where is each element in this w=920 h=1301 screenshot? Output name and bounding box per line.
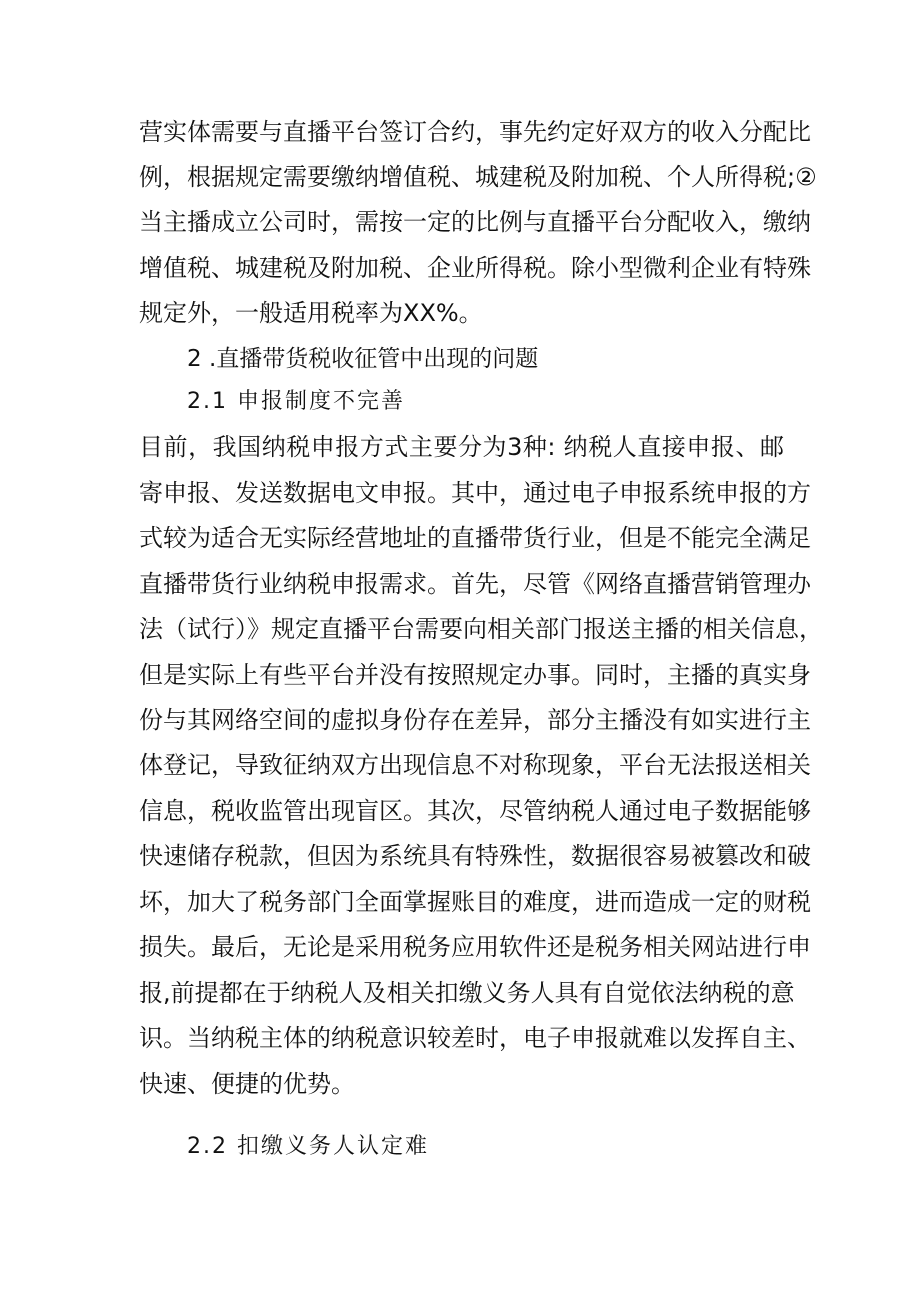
body-text-line: 坏，加大了税务部门全面掌握账目的难度，进而造成一定的财税 bbox=[139, 888, 811, 916]
body-text-line: 报,前提都在于纳税人及相关扣缴义务人具有自觉依法纳税的意 bbox=[139, 979, 795, 1007]
body-text-line: 寄申报、发送数据电文申报。其中，通过电子申报系统申报的方 bbox=[139, 479, 811, 507]
body-text-line: 例，根据规定需要缴纳增值税、城建税及附加税、个人所得税;② bbox=[139, 163, 817, 191]
body-text-line: 识。当纳税主体的纳税意识较差时，电子申报就难以发挥自主、 bbox=[139, 1024, 811, 1052]
body-text-line: 法（试行）》规定直播平台需要向相关部门报送主播的相关信息， bbox=[139, 615, 823, 643]
body-text-line: 营实体需要与直播平台签订合约，事先约定好双方的收入分配比 bbox=[139, 118, 811, 146]
body-text-line: 目前，我国纳税申报方式主要分为3种: 纳税人直接申报、邮 bbox=[139, 433, 784, 461]
body-text-line: 损失。最后，无论是采用税务应用软件还是税务相关网站进行申 bbox=[139, 933, 811, 961]
body-text-line: 份与其网络空间的虚拟身份存在差异，部分主播没有如实进行主 bbox=[139, 706, 811, 734]
body-text-line: 快速储存税款，但因为系统具有特殊性，数据很容易被篡改和破 bbox=[139, 842, 811, 870]
subsection-heading: 2.2 扣缴义务人认定难 bbox=[187, 1134, 429, 1159]
body-text-line: 式较为适合无实际经营地址的直播带货行业，但是不能完全满足 bbox=[139, 524, 811, 552]
body-text-line: 当主播成立公司时，需按一定的比例与直播平台分配收入，缴纳 bbox=[139, 208, 811, 236]
body-text-line: 规定外，一般适用税率为XX%。 bbox=[139, 299, 483, 327]
body-text-line: 信息，税收监管出现盲区。其次，尽管纳税人通过电子数据能够 bbox=[139, 797, 811, 825]
section-heading: 2 .直播带货税收征管中出现的问题 bbox=[187, 346, 539, 372]
body-text-line: 增值税、城建税及附加税、企业所得税。除小型微利企业有特殊 bbox=[139, 254, 811, 282]
body-text-line: 体登记，导致征纳双方出现信息不对称现象，平台无法报送相关 bbox=[139, 751, 811, 779]
body-text-line: 但是实际上有些平台并没有按照规定办事。同时，主播的真实身 bbox=[139, 661, 811, 689]
subsection-heading: 2.1 申报制度不完善 bbox=[187, 389, 405, 414]
body-text-line: 直播带货行业纳税申报需求。首先，尽管《网络直播营销管理办 bbox=[139, 570, 811, 598]
body-text-line: 快速、便捷的优势。 bbox=[139, 1070, 355, 1098]
